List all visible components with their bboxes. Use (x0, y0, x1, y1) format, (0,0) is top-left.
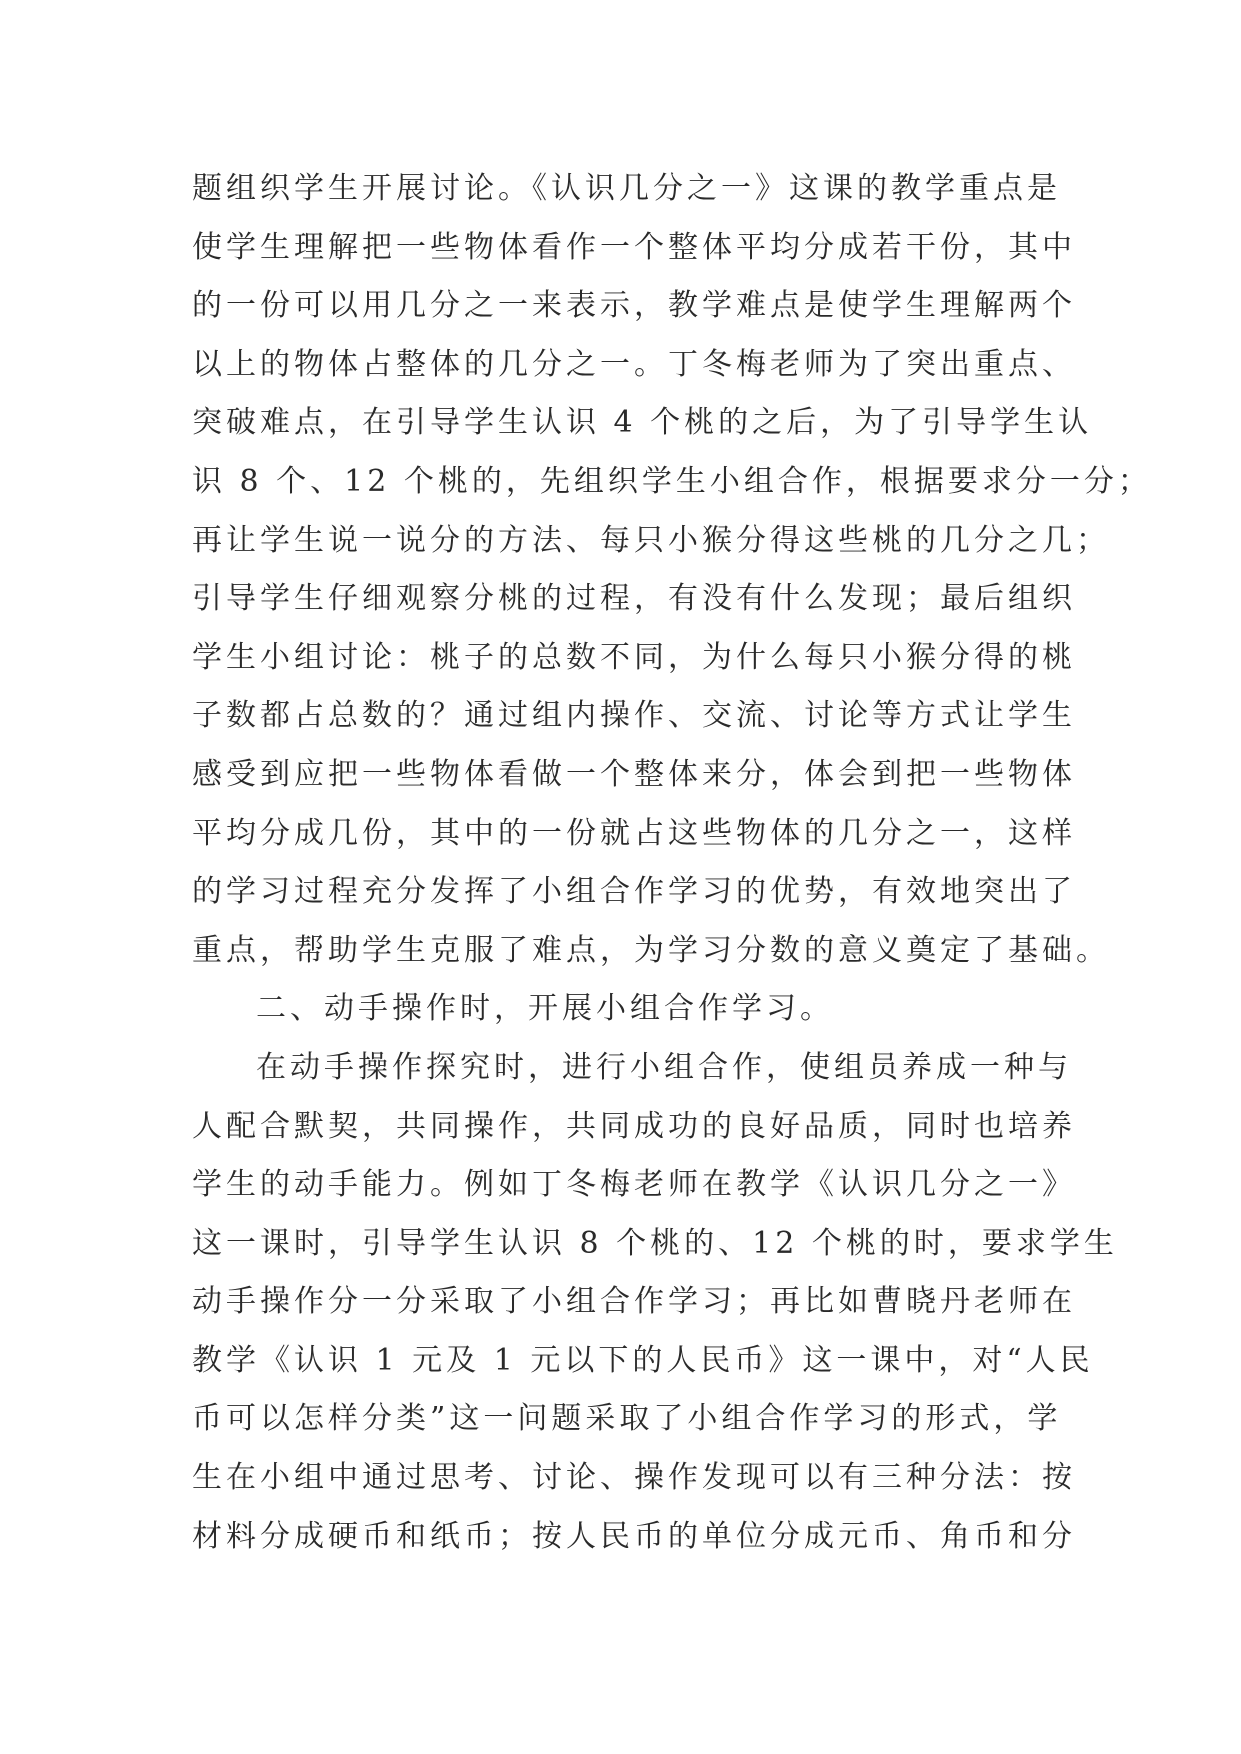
text-line: 以上的物体占整体的几分之一。丁冬梅老师为了突出重点、 (192, 346, 1076, 382)
text-line: 再让学生说一说分的方法、每只小猴分得这些桃的几分之几； (192, 522, 1110, 558)
text-line: 币可以怎样分类”这一问题采取了小组合作学习的形式，学 (192, 1401, 1062, 1437)
text-line: 动手操作分一分采取了小组合作学习；再比如曹晓丹老师在 (192, 1284, 1076, 1320)
text-line: 生在小组中通过思考、讨论、操作发现可以有三种分法：按 (192, 1460, 1076, 1496)
text-line: 教学《认识 1 元及 1 元以下的人民币》这一课中，对“人民 (192, 1342, 1094, 1378)
text-line: 的一份可以用几分之一来表示，教学难点是使学生理解两个 (192, 288, 1076, 324)
paragraph-first-line: 在动手操作探究时，进行小组合作，使组员养成一种与 (256, 1049, 1072, 1085)
text-line: 识 8 个、12 个桃的，先组织学生小组合作，根据要求分一分； (192, 463, 1152, 499)
text-line: 引导学生仔细观察分桃的过程，有没有什么发现；最后组织 (192, 581, 1076, 617)
text-line: 题组织学生开展讨论。《认识几分之一》这课的教学重点是 (192, 171, 1061, 206)
text-line: 的学习过程充分发挥了小组合作学习的优势，有效地突出了 (192, 874, 1076, 910)
text-line: 这一课时，引导学生认识 8 个桃的、12 个桃的时，要求学生 (192, 1225, 1118, 1261)
text-line: 重点，帮助学生克服了难点，为学习分数的意义奠定了基础。 (192, 932, 1110, 968)
body-text (192, 160, 1152, 1566)
text-line: 人配合默契，共同操作，共同成功的良好品质，同时也培养 (192, 1108, 1076, 1144)
text-line: 突破难点，在引导学生认识 4 个桃的之后，为了引导学生认 (192, 405, 1093, 441)
text-line: 学生小组讨论：桃子的总数不同，为什么每只小猴分得的桃 (192, 639, 1076, 675)
section-heading: 二、动手操作时，开展小组合作学习。 (256, 991, 834, 1027)
text-line: 材料分成硬币和纸币；按人民币的单位分成元币、角币和分 (192, 1518, 1076, 1554)
text-line: 使学生理解把一些物体看作一个整体平均分成若干份，其中 (192, 229, 1076, 265)
text-line: 子数都占总数的？通过组内操作、交流、讨论等方式让学生 (192, 698, 1076, 734)
text-line: 感受到应把一些物体看做一个整体来分，体会到把一些物体 (192, 756, 1076, 792)
text-line: 学生的动手能力。例如丁冬梅老师在教学《认识几分之一》 (192, 1167, 1076, 1203)
text-line: 平均分成几份，其中的一份就占这些物体的几分之一，这样 (192, 815, 1076, 851)
